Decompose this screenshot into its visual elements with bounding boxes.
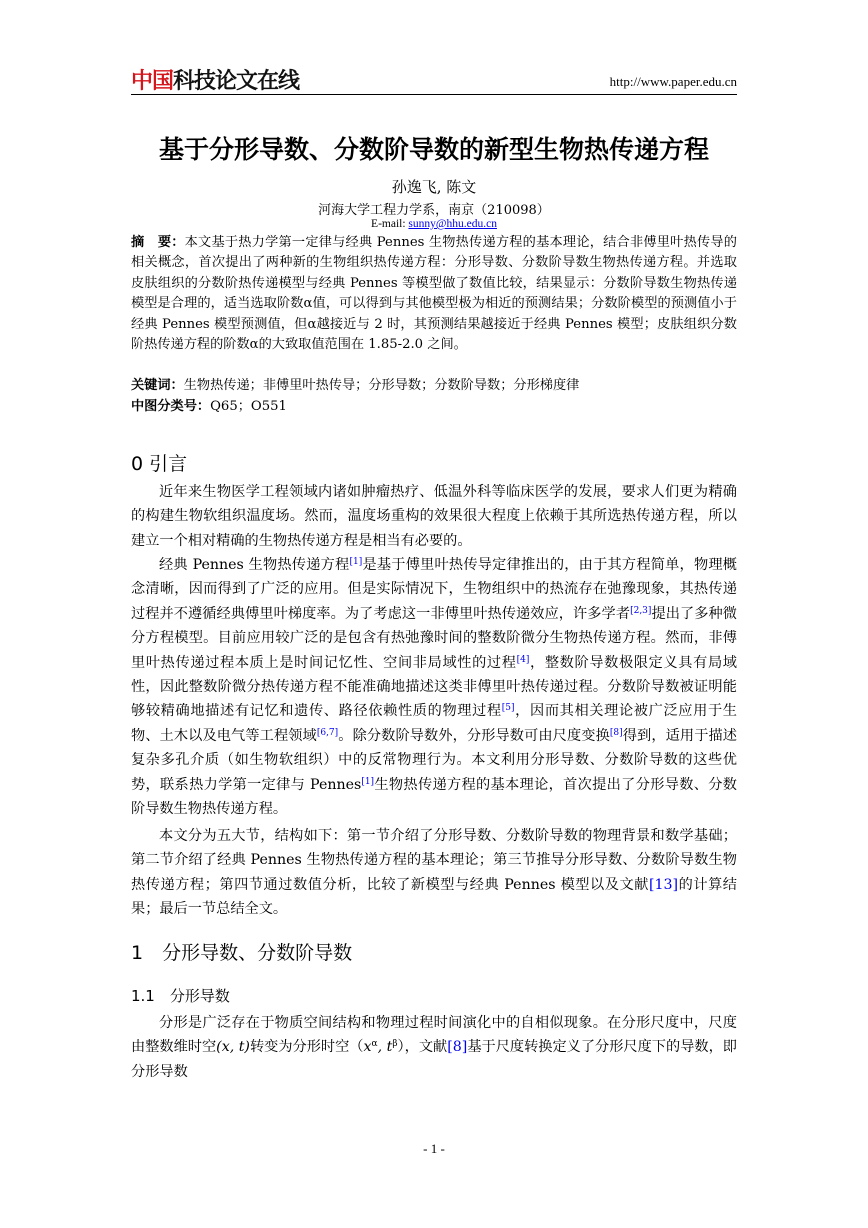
citation[interactable]: [8]: [609, 727, 623, 738]
math-inline: (x, t): [216, 1039, 250, 1056]
paper-title: 基于分形导数、分数阶导数的新型生物热传递方程: [158, 135, 709, 164]
paragraph-2: 经典 Pennes 生物热传递方程[1]是基于傅里叶热传导定律推出的，由于其方程简单，物理概念清晰，因而得到了广泛的应用。但是实际情况下，生物组织中的热流存在弛豫现象，其热传递过程并不遵循经典傅里叶梯度率。为了考虑这一非傅里叶热传递效应，许多学者[2,3]提出了多种微分方程模型。目前应用较广泛的是包含有热弛豫时间的整数阶微分生物热传递方程。然而，非傅里叶热传递过程本质上是时间记忆性、空间非局域性的过程[4]，整数阶导数极限定义具有局域性，因此整数阶微分热传递方程不能准确地描述这类非傅里叶热传递过程。分数阶导数被证明能够较精确地描述有记忆和遗传、路径依赖性质的物理过程[5]，因而其相关理论被广泛应用于生物、土木以及电气等工程领域[6,7]。除分数阶导数外，分形导数可由尺度变换[8]得到，适用于描述复杂多孔介质（如生物软组织）中的反常物理行为。本文利用分形导数、分数阶导数的这些优势，联系热力学第一定律与 Pennes[1]生物热传递方程的基本理论，首次提出了分形导数、分数阶导数生物热传递方程。: [131, 557, 737, 818]
abstract-text: 本文基于热力学第一定律与经典 Pennes 生物热传递方程的基本理论，结合非傅里叶热传导的相关概念，首次提出了两种新的生物组织热传递方程：分形导数、分数阶导数生物热传递方程。并选取皮肤组织的分数阶热传递模型与经典 Pennes 等模型做了数值比较，结果显示：分数阶导数生物热传递模型是合理的，适当选取阶数α值，可以得到与其他模型极为相近的预测结果；分数阶模型的预测值小于经典 Pennes 模型预测值，但α越接近与 2 时，其预测结果越接近于经典 Pennes 模型；皮肤组织分数阶热传递方程的阶数α的大致取值范围在 1.85-2.0 之间。: [131, 235, 737, 353]
citation[interactable]: [13]: [648, 876, 679, 893]
classification: 中图分类号：Q65；O551: [131, 399, 287, 414]
paragraph-3: 本文分为五大节，结构如下：第一节介绍了分形导数、分数阶导数的物理背景和数学基础；第二节介绍了经典 Pennes 生物热传递方程的基本理论；第三节推导分形导数、分数阶导数生物热传递方程；第四节通过数值分析，比较了新模型与经典 Pennes 模型以及文献[13]的计算结果；最后一节总结全文。: [131, 828, 737, 918]
section-1-1-heading: 1.1 分形导数: [131, 987, 230, 1005]
abstract: [131, 233, 737, 355]
citation[interactable]: [8]: [447, 1039, 468, 1056]
citation[interactable]: [2,3]: [630, 605, 652, 616]
citation[interactable]: [6,7]: [316, 727, 339, 738]
site-url[interactable]: http://www.paper.edu.cn: [609, 74, 737, 89]
abstract-label: 摘 要：: [131, 235, 185, 250]
email-link[interactable]: sunny@hhu.edu.cn: [408, 218, 497, 230]
citation[interactable]: [1]: [361, 776, 375, 787]
site-logo[interactable]: 中国科技论文在线: [131, 69, 300, 94]
section-0-heading: 0 引言: [131, 453, 188, 475]
citation[interactable]: [1]: [349, 557, 363, 567]
authors: 孙逸飞, 陈文: [391, 178, 477, 196]
paragraph-4: 分形是广泛存在于物质空间结构和物理过程时间演化中的自相似现象。在分形尺度中，尺度由整数维时空(x, t)转变为分形时空（$x^\alpha$, $t^\beta$），文献[8]基于尺度转换定义了分形尺度下的导数，即分形导数: [131, 1015, 737, 1080]
paragraph-1: 近年来生物医学工程领域内诸如肿瘤热疗、低温外科等临床医学的发展，要求人们更为精确的构建生物软组织温度场。然而，温度场重构的效果很大程度上依赖于其所选热传递方程，所以建立一个相对精确的生物热传递方程是相当有必要的。: [131, 484, 737, 549]
page-number: - 1 -: [423, 1141, 445, 1156]
citation[interactable]: [4]: [516, 654, 530, 665]
keywords: 关键词：生物热传递；非傅里叶热传导；分形导数；分数阶导数；分形梯度律: [131, 378, 580, 393]
affiliation: 河海大学工程力学系，南京（210098）: [318, 203, 550, 218]
page-header: [131, 64, 737, 95]
citation[interactable]: [5]: [501, 703, 515, 714]
email-line: E-mail: sunny@hhu.edu.cn: [371, 218, 497, 230]
section-1-heading: 1 分形导数、分数阶导数: [131, 942, 353, 964]
